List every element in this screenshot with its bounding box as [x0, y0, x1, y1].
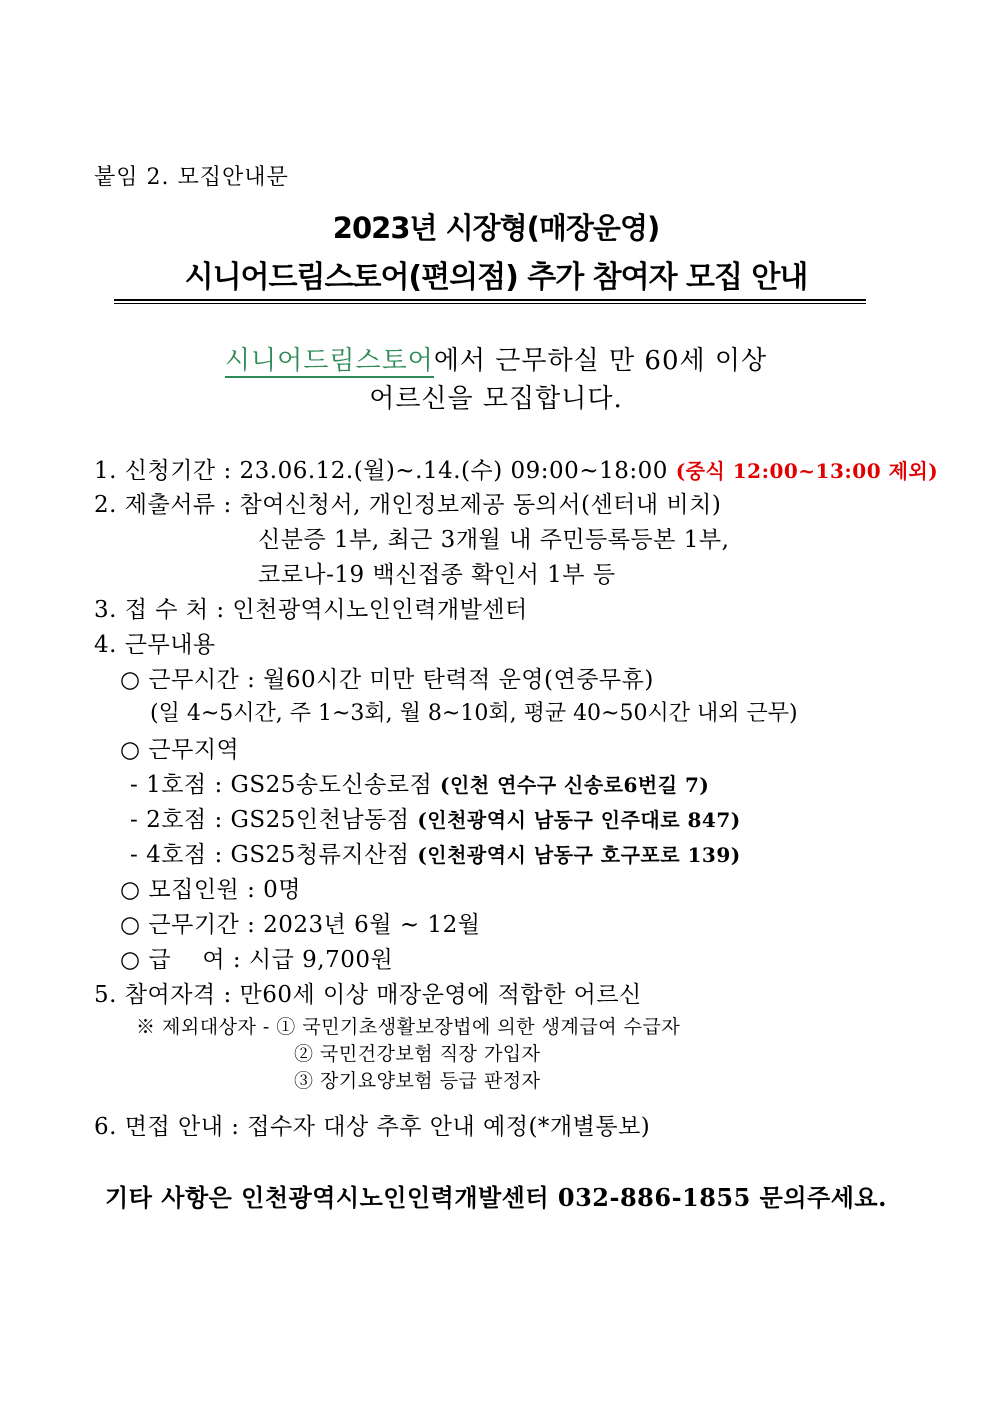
store-row — [130, 801, 741, 834]
page-title-line1: 2023년 시장형(매장운영) — [332, 211, 660, 245]
store-address: (인천광역시 남동구 인주대로 847) — [417, 808, 741, 832]
work-heading: 4. 근무내용 — [94, 632, 216, 658]
recruits-count: ○ 모집인원 : 0명 — [120, 877, 301, 903]
intro-line1-rest: 에서 근무하실 만 60세 이상 — [433, 346, 768, 376]
documents-line3: 코로나-19 백신접종 확인서 1부 등 — [258, 562, 616, 588]
attachment-label: 붙임 2. 모집안내문 — [94, 165, 289, 190]
store-row — [130, 766, 709, 799]
documents-item: 2. 제출서류 : 참여신청서, 개인정보제공 동의서(센터내 비치) — [94, 492, 722, 518]
interview-item: 6. 면접 안내 : 접수자 대상 추후 안내 예정(*개별통보) — [94, 1114, 651, 1140]
work-hours-detail: (일 4~5시간, 주 1~3회, 월 8~10회, 평균 40~50시간 내외 근무) — [150, 701, 798, 726]
salary: ○ 급 여 : 시급 9,700원 — [120, 947, 394, 973]
work-region: ○ 근무지역 — [120, 737, 240, 763]
store-name-link[interactable]: 시니어드림스토어 — [224, 346, 434, 376]
work-hours: ○ 근무시간 : 월60시간 미만 탄력적 운영(연중무휴) — [120, 667, 654, 693]
contact-footer: 기타 사항은 인천광역시노인인력개발센터 032-886-1855 문의주세요. — [105, 1183, 887, 1212]
title-underline — [114, 299, 866, 304]
store-address: (인천 연수구 신송로6번길 7) — [440, 773, 710, 797]
lunch-exclusion-note: (중식 12:00~13:00 제외) — [675, 459, 939, 483]
store-name: - 2호점 : GS25인천남동점 — [130, 807, 410, 833]
store-name: - 1호점 : GS25송도신송로점 — [130, 772, 433, 798]
period-item — [94, 452, 938, 485]
store-row — [130, 836, 741, 869]
period-label: 1. 신청기간 : 23.06.12.(월)~.14.(수) 09:00~18:00 — [94, 458, 668, 484]
documents-line2: 신분증 1부, 최근 3개월 내 주민등록등본 1부, — [258, 527, 730, 553]
intro-line1 — [0, 340, 992, 377]
intro-line2: 어르신을 모집합니다. — [369, 384, 623, 414]
page-title-line2: 시니어드림스토어(편의점) 추가 참여자 모집 안내 — [184, 260, 808, 295]
exclusion-item: ※ 제외대상자 - ① 국민기초생활보장법에 의한 생계급여 수급자 — [136, 1016, 681, 1038]
eligibility-item: 5. 참여자격 : 만60세 이상 매장운영에 적합한 어르신 — [94, 982, 642, 1008]
exclusion-item: ③ 장기요양보험 등급 판정자 — [294, 1070, 541, 1092]
work-term: ○ 근무기간 : 2023년 6월 ~ 12월 — [120, 912, 481, 938]
store-name: - 4호점 : GS25청류지산점 — [130, 842, 410, 868]
exclusion-item: ② 국민건강보험 직장 가입자 — [294, 1043, 541, 1065]
store-address: (인천광역시 남동구 호구포로 139) — [417, 843, 741, 867]
office-item: 3. 접 수 처 : 인천광역시노인인력개발센터 — [94, 597, 528, 623]
